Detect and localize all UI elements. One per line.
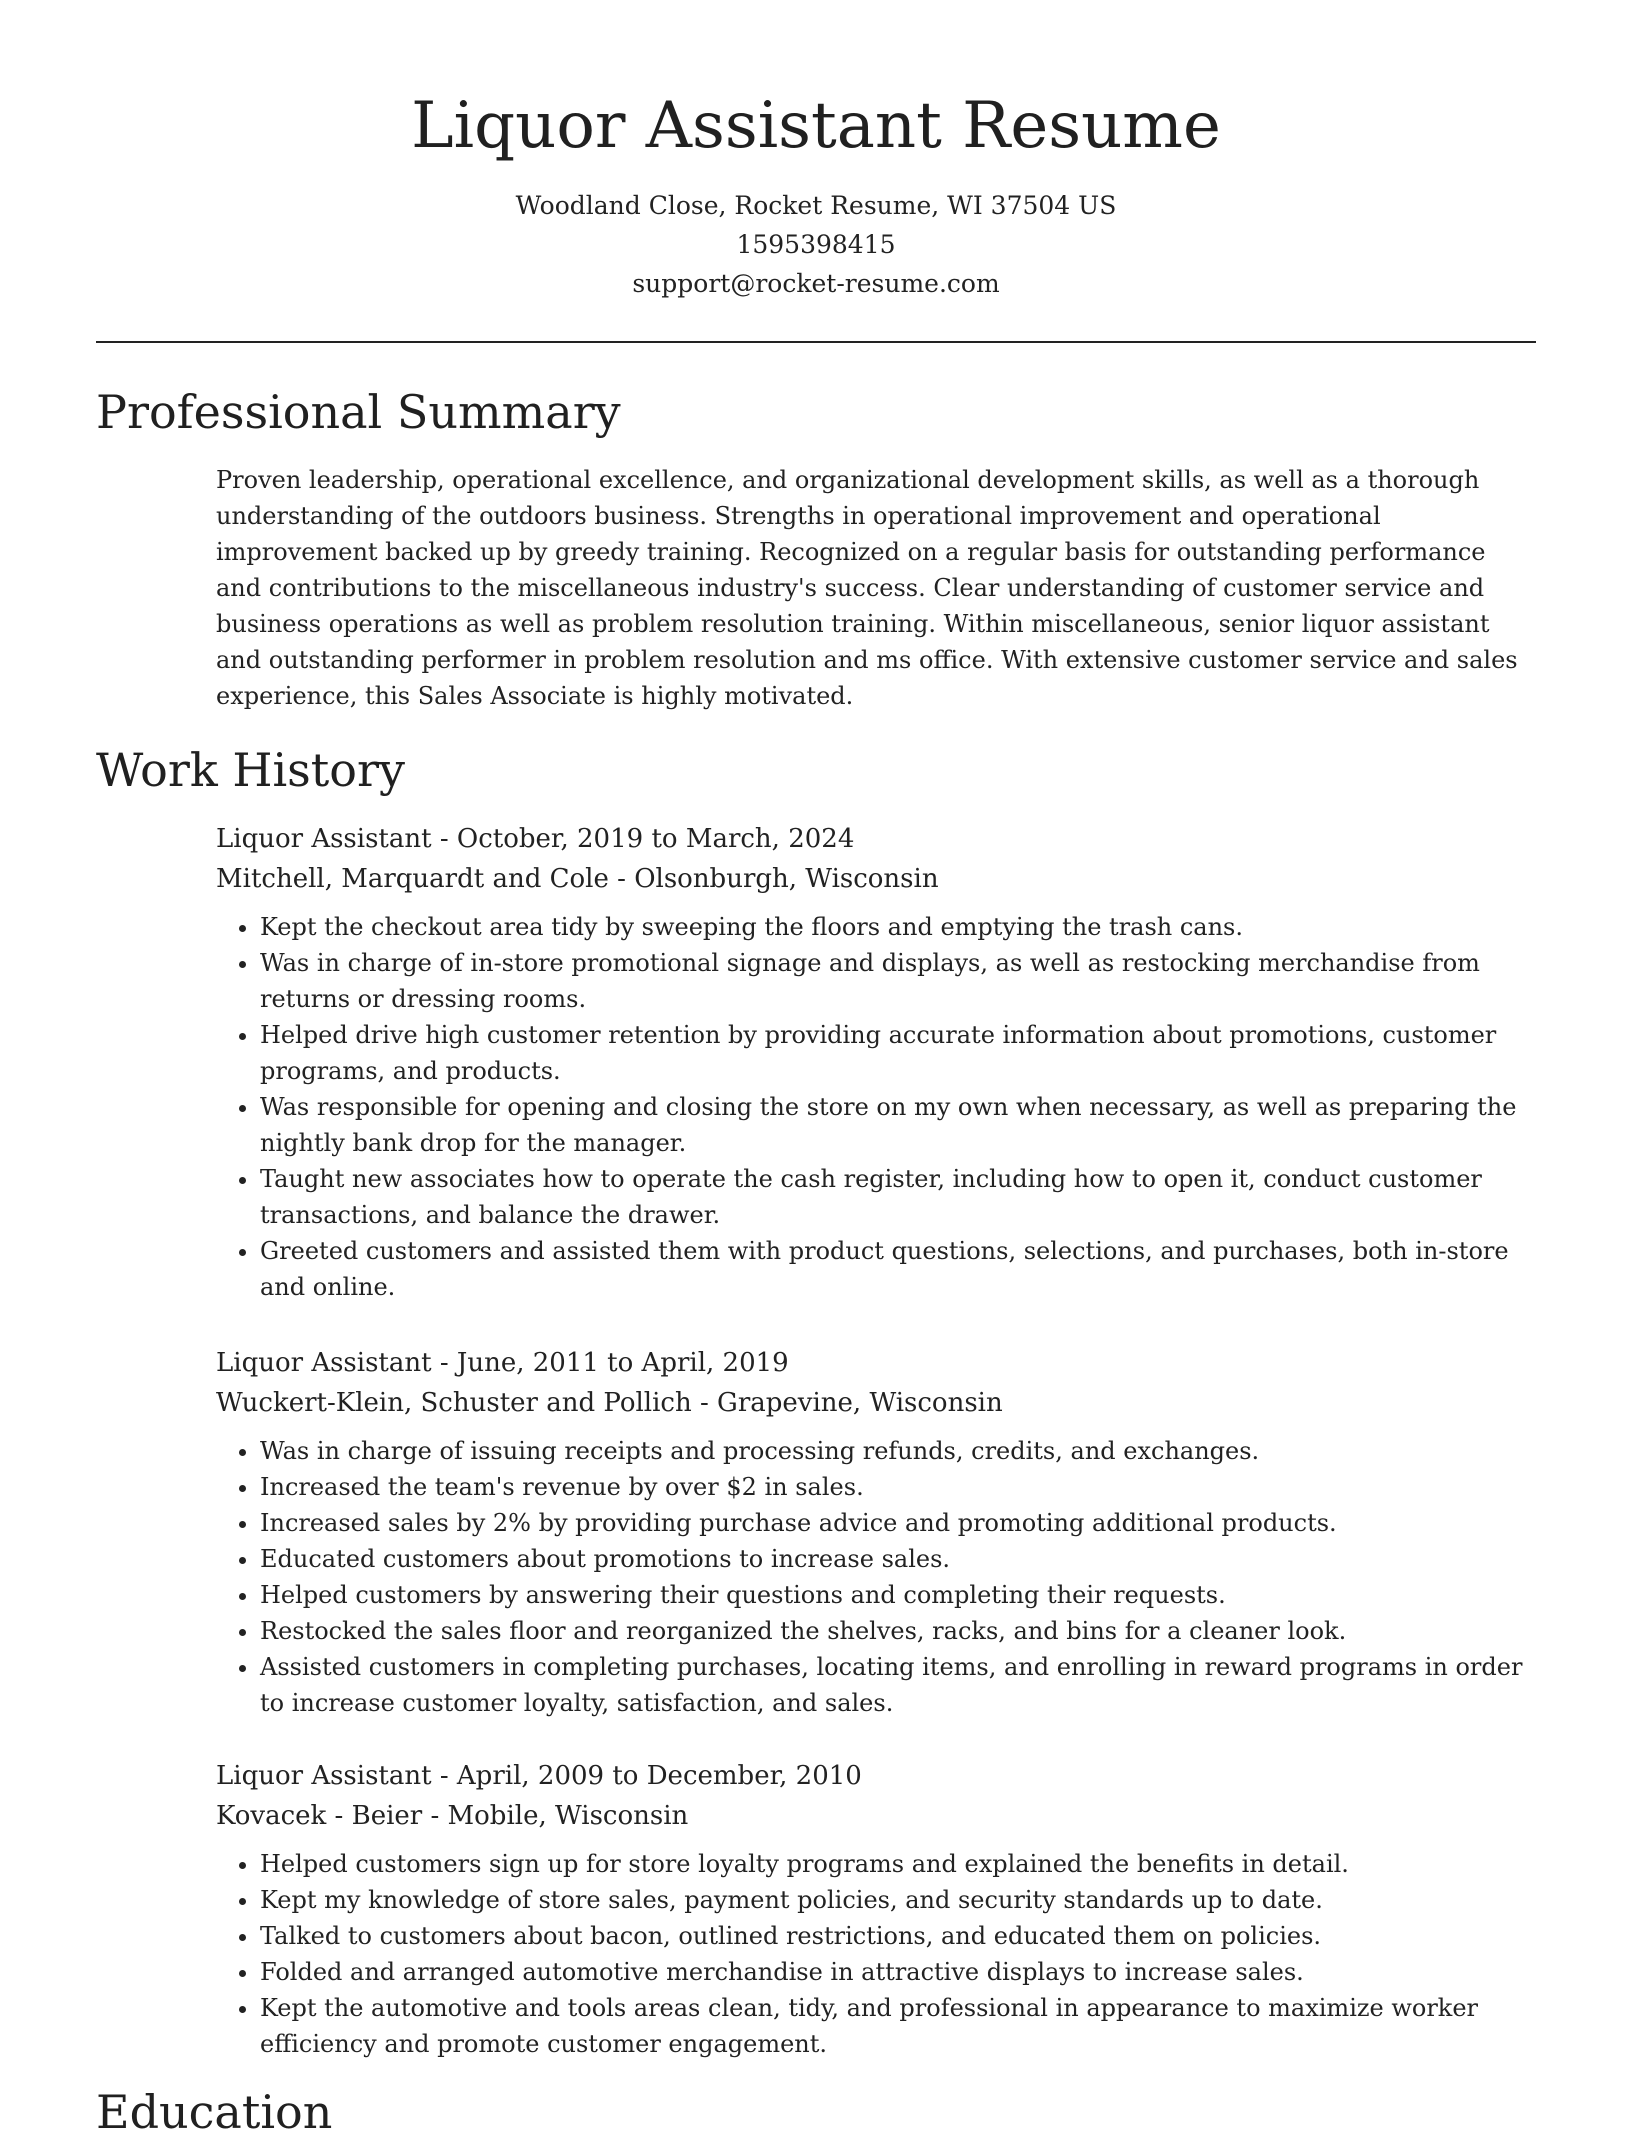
section-title-work-history: Work History xyxy=(96,743,405,797)
job-role: Liquor Assistant xyxy=(216,1761,432,1791)
header-divider xyxy=(96,341,1536,343)
job-bullet: • Educated customers about promotions to increase sales. xyxy=(260,1541,1536,1577)
job-role-line xyxy=(216,1343,1536,1383)
resume-header xyxy=(96,84,1536,303)
contact-phone: 1595398415 xyxy=(736,230,896,259)
job-company: Kovacek - Beier xyxy=(216,1801,423,1831)
job-bullet: • Was in charge of in-store promotional signage and displays, as well as restocking merchandise from returns or dressing rooms. xyxy=(260,945,1536,1017)
job-location: - Grapevine, Wisconsin xyxy=(691,1388,1003,1418)
job-dates: - June, 2011 to April, 2019 xyxy=(431,1348,789,1378)
job-location: - Olsonburgh, Wisconsin xyxy=(608,864,939,894)
job-role: Liquor Assistant xyxy=(216,824,432,854)
job-bullets xyxy=(216,1433,1536,1721)
job-company: Mitchell, Marquardt and Cole xyxy=(216,864,609,894)
job-company-line xyxy=(216,859,1536,899)
job-bullet: • Helped drive high customer retention by providing accurate information about promotions, customer programs, and products. xyxy=(260,1017,1536,1089)
job-company-line xyxy=(216,1383,1536,1423)
job-entry xyxy=(216,1756,1536,2062)
job-bullet: • Increased sales by 2% by providing purchase advice and promoting additional products. xyxy=(260,1505,1536,1541)
job-bullet: • Greeted customers and assisted them with product questions, selections, and purchases, both in-store and online. xyxy=(260,1233,1536,1305)
job-dates: - October, 2019 to March, 2024 xyxy=(431,824,855,854)
contact-address: Woodland Close, Rocket Resume, WI 37504 US xyxy=(515,191,1117,220)
summary-text: Proven leadership, operational excellence, and organizational development skills, as well as a thorough understanding of the outdoors business. Strengths in operational improvement and operational improvement backed up by greedy training. Recognized on a regular basis for outstanding performance and contributions to the miscellaneous industry's success. Clear understanding of customer service and business operations as well as problem resolution training. Within miscellaneous, senior liquor assistant and outstanding performer in problem resolution and ms office. With extensive customer service and sales experience, this Sales Associate is highly motivated. xyxy=(216,466,1518,710)
job-bullet: • Restocked the sales floor and reorganized the shelves, racks, and bins for a cleaner look. xyxy=(260,1613,1536,1649)
job-bullets xyxy=(216,909,1536,1305)
job-role-line xyxy=(216,819,1536,859)
job-bullet: • Was responsible for opening and closing the store on my own when necessary, as well as preparing the nightly bank drop for the manager. xyxy=(260,1089,1536,1161)
job-bullet: • Talked to customers about bacon, outlined restrictions, and educated them on policies. xyxy=(260,1918,1536,1954)
job-entry xyxy=(216,1343,1536,1721)
job-bullet: • Kept the checkout area tidy by sweeping the floors and emptying the trash cans. xyxy=(260,909,1536,945)
job-bullet: • Was in charge of issuing receipts and processing refunds, credits, and exchanges. xyxy=(260,1433,1536,1469)
resume-title: Liquor Assistant Resume xyxy=(411,89,1221,163)
job-dates: - April, 2009 to December, 2010 xyxy=(431,1761,862,1791)
job-bullet: • Increased the team's revenue by over $2 in sales. xyxy=(260,1469,1536,1505)
job-company-line xyxy=(216,1796,1536,1836)
job-company: Wuckert-Klein, Schuster and Pollich xyxy=(216,1388,692,1418)
contact-email: support@rocket-resume.com xyxy=(632,269,1000,298)
job-location: - Mobile, Wisconsin xyxy=(422,1801,689,1831)
job-bullet: • Taught new associates how to operate the cash register, including how to open it, conduct customer transactions, and balance the drawer. xyxy=(260,1161,1536,1233)
job-bullets xyxy=(216,1846,1536,2062)
section-title-education: Education xyxy=(96,2085,333,2139)
job-bullet: • Assisted customers in completing purchases, locating items, and enrolling in reward programs in order to increase customer loyalty, satisfaction, and sales. xyxy=(260,1649,1536,1721)
job-role: Liquor Assistant xyxy=(216,1348,432,1378)
job-bullet: • Helped customers by answering their questions and completing their requests. xyxy=(260,1577,1536,1613)
job-entry xyxy=(216,819,1536,1305)
job-role-line xyxy=(216,1756,1536,1796)
job-bullet: • Kept my knowledge of store sales, payment policies, and security standards up to date. xyxy=(260,1882,1536,1918)
job-bullet: • Folded and arranged automotive merchandise in attractive displays to increase sales. xyxy=(260,1954,1536,1990)
job-bullet: • Helped customers sign up for store loyalty programs and explained the benefits in detail. xyxy=(260,1846,1536,1882)
job-bullet: • Kept the automotive and tools areas clean, tidy, and professional in appearance to maximize worker efficiency and promote customer engagement. xyxy=(260,1990,1536,2062)
contact-info xyxy=(96,186,1536,303)
section-title-summary: Professional Summary xyxy=(96,385,621,439)
